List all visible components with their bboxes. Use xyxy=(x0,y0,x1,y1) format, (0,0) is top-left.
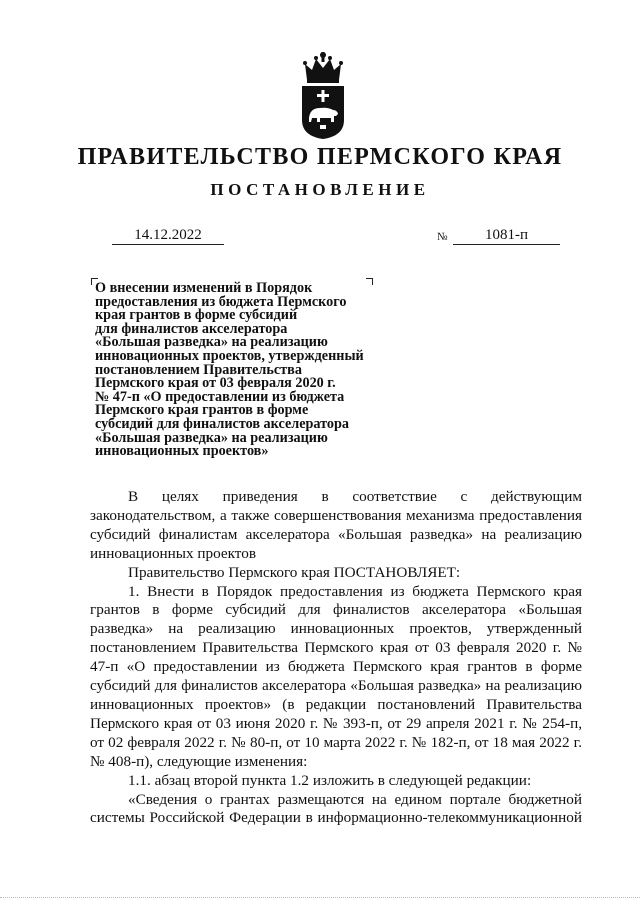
perm-coat-of-arms-icon xyxy=(298,50,348,140)
body-paragraph: 1. Внести в Порядок предоставления из бюджета Пермского края грантов в форме субсидий для финалистов акселератора «Большая разведка» на реализацию инновационных проектов, утвержденный постановлением Правительства Пермского края от 03 февраля 2020 г. № 47-п «О предоставлении из бюджета Пермского края грантов в форме субсидий для финалистов акселератора «Большая разведка» на реализацию инновационных проектов» (в редакции постановлений Правительства Пермского края от 03 июня 2020 г. № 393-п, от 29 апреля 2021 г. № 254-п, от 02 февраля 2022 г. № 80-п, от 10 марта 2022 г. № 182-п, от 18 мая 2022 г. № 408-п), следующие изменения: xyxy=(90,582,582,770)
document-body xyxy=(90,488,582,828)
document-subject: О внесении изменений в Порядок предоставления из бюджета Пермского края грантов в форме субсидий для финалистов акселератора «Большая разведка» на реализацию инновационных проектов, утвержденный постановлением Правительства Пермского края от 03 февраля 2020 г. № 47-п «О предоставлении из бюджета Пермского края грантов в форме субсидий для финалистов акселератора «Большая разведка» на реализацию инновационных проектов» xyxy=(95,280,364,460)
body-paragraph: 1.1. абзац второй пункта 1.2 изложить в следующей редакции: xyxy=(128,771,532,789)
body-paragraph: Правительство Пермского края ПОСТАНОВЛЯЕТ: xyxy=(128,563,461,581)
document-type: ПОСТАНОВЛЕНИЕ xyxy=(210,180,430,199)
scan-edge xyxy=(0,897,640,900)
number-label: № xyxy=(437,231,448,243)
document-number: 1081-п xyxy=(453,226,560,245)
body-paragraph: «Сведения о грантах размещаются на едином портале бюджетной системы Российской Федерации в информационно-телекоммуникационной xyxy=(90,790,582,827)
body-paragraph: В целях приведения в соответствие с действующим законодательством, а также совершенствования механизма предоставления субсидий финалистам акселератора «Большая разведка» на реализацию инновационных проектов xyxy=(90,488,582,562)
government-title: ПРАВИТЕЛЬСТВО ПЕРМСКОГО КРАЯ xyxy=(77,144,563,170)
document-date: 14.12.2022 xyxy=(112,226,224,245)
